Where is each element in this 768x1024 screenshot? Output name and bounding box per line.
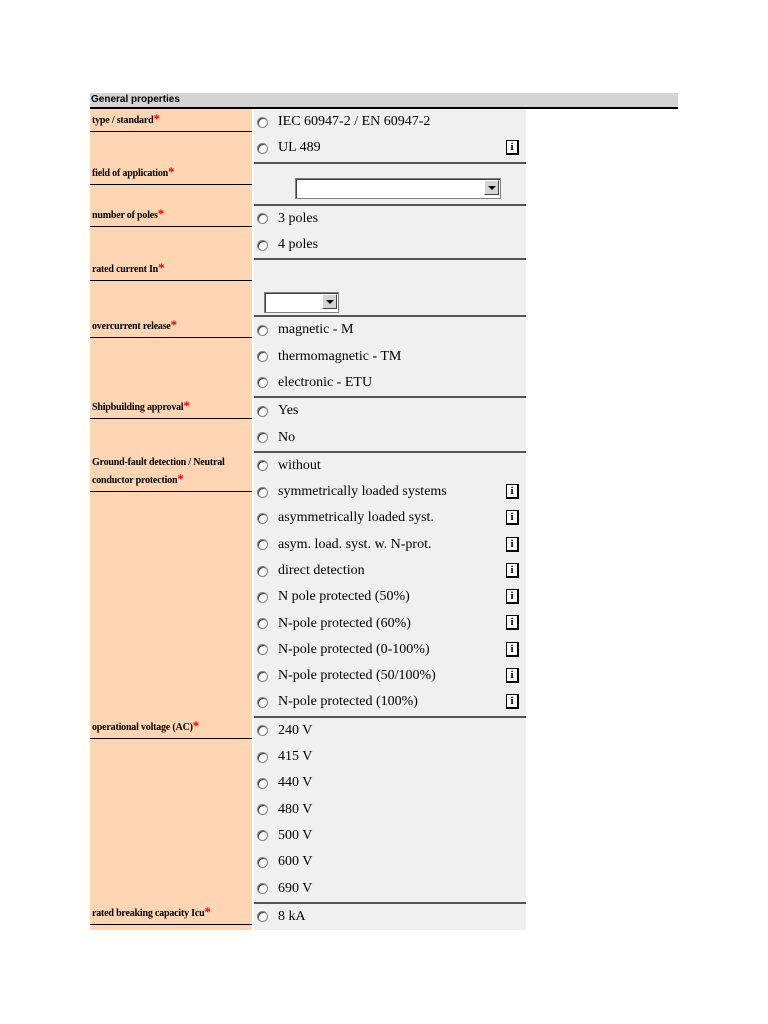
radio-button[interactable] xyxy=(257,830,268,841)
general-properties-form xyxy=(90,93,678,930)
label-cell xyxy=(90,258,252,315)
radio-button[interactable] xyxy=(257,213,268,224)
option-label: Yes xyxy=(278,403,299,419)
option-row[interactable] xyxy=(254,317,526,343)
field-label-overcurrent-release: overcurrent release xyxy=(92,321,171,333)
option-row[interactable] xyxy=(254,424,526,450)
radio-button[interactable] xyxy=(257,778,268,789)
field-label-ground-fault-detection: Ground-fault detection / Neutral conductor protection xyxy=(92,456,225,486)
option-label: 690 V xyxy=(278,880,313,896)
option-label: asymmetrically loaded syst. xyxy=(278,510,434,526)
radio-button[interactable] xyxy=(257,406,268,417)
required-marker: * xyxy=(183,398,190,414)
option-label: thermomagnetic - TM xyxy=(278,348,402,364)
group-overcurrent-release xyxy=(90,315,526,396)
options-cell xyxy=(254,451,526,716)
group-shipbuilding-approval xyxy=(90,396,526,451)
option-row[interactable] xyxy=(254,689,526,715)
options-cell xyxy=(254,109,526,162)
radio-button[interactable] xyxy=(257,671,268,682)
options-cell xyxy=(254,716,526,902)
required-marker: * xyxy=(192,717,200,733)
option-row[interactable] xyxy=(254,479,526,505)
required-marker: * xyxy=(170,317,177,333)
option-row[interactable] xyxy=(254,453,526,479)
radio-button[interactable] xyxy=(257,432,268,443)
option-row[interactable] xyxy=(254,823,526,849)
option-row[interactable] xyxy=(254,663,526,689)
info-icon[interactable]: i xyxy=(506,589,519,604)
option-label: 3 poles xyxy=(278,210,319,226)
field-label-rated-current: rated current In xyxy=(92,264,159,276)
option-row[interactable] xyxy=(254,904,526,930)
radio-button[interactable] xyxy=(257,117,268,128)
option-row[interactable] xyxy=(254,744,526,770)
chevron-down-icon[interactable] xyxy=(484,180,499,195)
field-label-type-standard: type / standard xyxy=(92,115,154,126)
radio-button[interactable] xyxy=(257,460,268,471)
option-label: electronic - ETU xyxy=(278,374,373,390)
radio-button[interactable] xyxy=(257,325,268,336)
info-icon[interactable]: i xyxy=(506,642,519,657)
options-cell xyxy=(254,162,526,204)
options-cell xyxy=(254,258,526,315)
option-label: 8 kA xyxy=(278,908,306,924)
radio-button[interactable] xyxy=(257,618,268,629)
radio-button[interactable] xyxy=(257,883,268,894)
label-cell xyxy=(90,451,252,716)
options-cell xyxy=(254,315,526,396)
radio-button[interactable] xyxy=(257,487,268,498)
option-label: 600 V xyxy=(278,854,313,870)
info-icon[interactable]: i xyxy=(506,510,519,525)
option-label: direct detection xyxy=(278,563,365,578)
option-row[interactable] xyxy=(254,505,526,531)
option-row[interactable] xyxy=(254,584,526,610)
options-cell xyxy=(254,204,526,259)
required-marker: * xyxy=(158,260,165,276)
radio-button[interactable] xyxy=(257,143,268,154)
group-ground-fault-detection xyxy=(90,451,526,716)
chevron-down-icon[interactable] xyxy=(322,294,337,309)
radio-button[interactable] xyxy=(257,725,268,736)
option-label: N-pole protected (60%) xyxy=(278,615,411,631)
radio-button[interactable] xyxy=(257,644,268,655)
option-row[interactable] xyxy=(254,135,526,161)
option-label: 4 poles xyxy=(278,237,319,253)
option-row[interactable] xyxy=(254,558,526,584)
option-row[interactable] xyxy=(254,109,526,135)
option-row[interactable] xyxy=(254,398,526,424)
label-cell xyxy=(90,902,252,930)
radio-button[interactable] xyxy=(257,539,268,550)
option-row[interactable] xyxy=(254,532,526,558)
label-cell xyxy=(90,162,252,204)
option-label: 415 V xyxy=(278,749,313,765)
info-icon[interactable]: i xyxy=(506,140,519,155)
option-label: magnetic - M xyxy=(278,322,354,338)
required-marker: * xyxy=(204,903,211,919)
label-cell xyxy=(90,716,252,902)
info-icon[interactable]: i xyxy=(506,668,519,683)
radio-button[interactable] xyxy=(257,752,268,763)
label-cell xyxy=(90,396,252,451)
option-row[interactable] xyxy=(254,797,526,823)
field-label-field-of-application: field of application xyxy=(92,167,169,179)
group-field-of-application xyxy=(90,162,526,204)
required-marker: * xyxy=(153,111,160,126)
option-label: 500 V xyxy=(278,827,313,843)
option-label: N-pole protected (50/100%) xyxy=(278,668,436,684)
option-row[interactable] xyxy=(254,637,526,663)
radio-button[interactable] xyxy=(257,804,268,815)
option-row[interactable] xyxy=(254,232,526,258)
required-marker: * xyxy=(168,163,175,179)
radio-button[interactable] xyxy=(257,857,268,868)
option-label: UL 489 xyxy=(278,140,321,156)
option-label: without xyxy=(278,457,321,473)
info-icon[interactable]: i xyxy=(506,484,519,499)
group-rated-current xyxy=(90,258,526,315)
field-label-shipbuilding-approval: Shipbuilding approval xyxy=(92,402,184,414)
field-label-operational-voltage: operational voltage (AC) xyxy=(92,721,193,733)
label-cell xyxy=(90,315,252,396)
label-cell xyxy=(90,204,252,259)
option-row[interactable] xyxy=(254,718,526,744)
info-icon[interactable]: i xyxy=(506,694,519,709)
info-icon[interactable]: i xyxy=(506,615,519,630)
options-cell xyxy=(254,396,526,451)
info-icon[interactable]: i xyxy=(506,537,519,552)
radio-button[interactable] xyxy=(257,240,268,251)
options-cell xyxy=(254,902,526,930)
option-row[interactable] xyxy=(254,610,526,636)
option-row[interactable] xyxy=(254,770,526,796)
label-cell xyxy=(90,109,252,162)
option-row[interactable] xyxy=(254,370,526,396)
option-row[interactable] xyxy=(254,343,526,369)
option-label: asym. load. syst. w. N-prot. xyxy=(278,536,432,552)
option-label: IEC 60947-2 / EN 60947-2 xyxy=(278,114,431,130)
radio-button[interactable] xyxy=(257,351,268,362)
option-row[interactable] xyxy=(254,849,526,875)
radio-button[interactable] xyxy=(257,592,268,603)
section-title: General properties xyxy=(90,93,678,109)
option-label: symmetrically loaded systems xyxy=(278,484,447,500)
option-label: 480 V xyxy=(278,801,313,817)
option-label: No xyxy=(278,429,296,445)
option-label: N-pole protected (100%) xyxy=(278,694,418,710)
group-type-standard xyxy=(90,109,526,162)
field-label-breaking-capacity: rated breaking capacity Icu xyxy=(92,907,205,919)
radio-button[interactable] xyxy=(257,377,268,388)
option-label: N-pole protected (0-100%) xyxy=(278,641,430,657)
option-label: 240 V xyxy=(278,722,313,738)
field-of-application-select[interactable] xyxy=(295,178,501,199)
group-number-of-poles xyxy=(90,204,526,259)
option-row[interactable] xyxy=(254,875,526,901)
field-label-number-of-poles: number of poles xyxy=(92,209,158,221)
required-marker: * xyxy=(177,470,184,486)
rated-current-select[interactable] xyxy=(264,292,339,313)
group-breaking-capacity xyxy=(90,902,526,930)
radio-button[interactable] xyxy=(257,513,268,524)
option-row[interactable] xyxy=(254,206,526,232)
radio-button[interactable] xyxy=(257,697,268,708)
group-operational-voltage xyxy=(90,716,526,902)
option-label: 440 V xyxy=(278,775,313,791)
info-icon[interactable]: i xyxy=(506,563,519,578)
radio-button[interactable] xyxy=(257,911,268,922)
option-label: N pole protected (50%) xyxy=(278,589,410,605)
radio-button[interactable] xyxy=(257,566,268,577)
required-marker: * xyxy=(157,205,165,221)
